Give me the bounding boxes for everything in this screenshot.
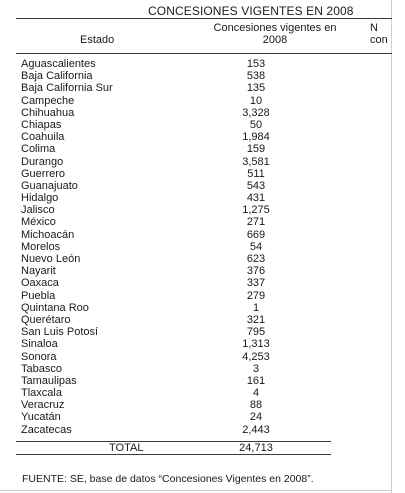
state-name: Veracruz [21, 399, 65, 412]
table-row [21, 192, 331, 204]
state-name: San Luis Potosí [21, 326, 99, 339]
table-row [21, 229, 331, 241]
state-name: Durango [21, 155, 64, 168]
table-row [21, 399, 331, 411]
table-row [21, 375, 331, 387]
concession-count: 4 [252, 387, 260, 400]
state-name: Sonora [21, 350, 57, 363]
concession-count: 1 [252, 301, 260, 314]
table-row [21, 156, 331, 168]
state-name: Guanajuato [21, 179, 78, 192]
concession-count: 1,313 [242, 338, 270, 351]
state-name: Colima [21, 143, 56, 156]
state-name: Zacatecas [21, 423, 72, 436]
header-concesiones-vigentes [202, 22, 348, 46]
table-row [21, 95, 331, 107]
state-name: Michoacán [21, 228, 75, 241]
table-row [21, 314, 331, 326]
state-name: Chiapas [21, 118, 62, 131]
concession-count: 1,275 [242, 204, 270, 217]
table-row [21, 82, 331, 94]
concession-count: 271 [246, 216, 266, 229]
concession-count: 153 [246, 58, 266, 70]
state-name: Quintana Roo [21, 301, 89, 314]
state-name: Chihuahua [21, 106, 75, 119]
state-name: Coahuila [21, 131, 65, 144]
table-row [21, 204, 331, 216]
total-row [21, 442, 331, 454]
state-name: Hidalgo [21, 192, 59, 205]
table-title: CONCESIONES VIGENTES EN 2008 [148, 4, 354, 18]
concession-count: 669 [246, 228, 266, 241]
table-row [21, 290, 331, 302]
header-estado: Estado [80, 34, 115, 46]
table-row [21, 70, 331, 82]
table-row [21, 265, 331, 277]
table-row [21, 107, 331, 119]
total-bottom-rule [16, 454, 331, 455]
table-row [21, 363, 331, 375]
concession-count: 1,984 [242, 131, 270, 144]
concession-count: 24 [249, 411, 263, 424]
header-truncated-line1: N [370, 22, 378, 34]
state-name: Querétaro [21, 313, 71, 326]
table-row [21, 338, 331, 350]
state-name: Tlaxcala [21, 387, 62, 400]
concession-count: 88 [249, 399, 263, 412]
concession-count: 376 [246, 265, 266, 278]
table-row [21, 119, 331, 131]
state-name: Campeche [21, 94, 75, 107]
concession-count: 159 [246, 143, 266, 156]
concession-count: 511 [247, 167, 265, 180]
state-name: Jalisco [21, 204, 55, 217]
state-name: Tamaulipas [21, 374, 77, 387]
table-row [21, 58, 331, 70]
page-border-bottom [0, 490, 392, 491]
table-row [21, 180, 331, 192]
state-name: Nuevo León [21, 253, 81, 265]
state-name: Nayarit [21, 265, 56, 278]
table-top-rule [16, 18, 392, 19]
concession-count: 10 [249, 94, 263, 107]
state-name: Oaxaca [21, 277, 59, 290]
table-row [21, 143, 331, 155]
concession-count: 538 [246, 70, 266, 83]
header-bottom-rule [16, 53, 392, 54]
state-name: México [21, 216, 56, 229]
table-row [21, 424, 331, 436]
table-row [21, 277, 331, 289]
concession-count: 50 [249, 118, 263, 131]
concession-count: 54 [249, 240, 263, 253]
table-row [21, 168, 331, 180]
concession-count: 337 [246, 277, 266, 290]
concession-count: 3,328 [242, 106, 270, 119]
source-note: FUENTE: SE, base de datos “Concesiones Vigentes en 2008”. [22, 473, 314, 485]
total-label: TOTAL [109, 442, 144, 454]
header-concesiones-line2: 2008 [262, 34, 288, 46]
concession-count: 2,443 [242, 423, 270, 436]
table-row [21, 253, 331, 265]
page-border-right [391, 0, 392, 493]
table-row [21, 216, 331, 228]
state-name: Baja California [21, 70, 93, 83]
concession-count: 135 [246, 82, 266, 95]
state-name: Morelos [21, 240, 61, 253]
header-concesiones-line1: Concesiones vigentes en [213, 22, 337, 34]
table-row [21, 387, 331, 399]
state-name: Aguascalientes [21, 58, 96, 70]
state-name: Yucatán [21, 411, 61, 424]
table-row [21, 351, 331, 363]
total-value: 24,713 [239, 442, 273, 454]
concession-count: 3 [252, 362, 260, 375]
table-row [21, 326, 331, 338]
concession-count: 431 [246, 192, 266, 205]
header-truncated-column [370, 22, 405, 46]
table-row [21, 411, 331, 423]
state-name: Tabasco [21, 362, 62, 375]
concession-count: 795 [246, 326, 266, 339]
table-row [21, 241, 331, 253]
table-row [21, 131, 331, 143]
header-truncated-line2: con [370, 34, 388, 46]
concession-count: 3,581 [242, 155, 270, 168]
concession-count: 623 [246, 253, 266, 265]
concession-count: 161 [246, 374, 266, 387]
concession-count: 321 [246, 313, 266, 326]
concession-count: 543 [246, 179, 266, 192]
table-row [21, 302, 331, 314]
state-name: Baja California Sur [21, 82, 113, 95]
state-name: Puebla [21, 289, 56, 302]
concession-count: 4,253 [242, 350, 270, 363]
state-name: Guerrero [21, 167, 66, 180]
table-body [21, 58, 331, 436]
concession-count: 279 [246, 289, 266, 302]
state-name: Sinaloa [21, 338, 58, 351]
